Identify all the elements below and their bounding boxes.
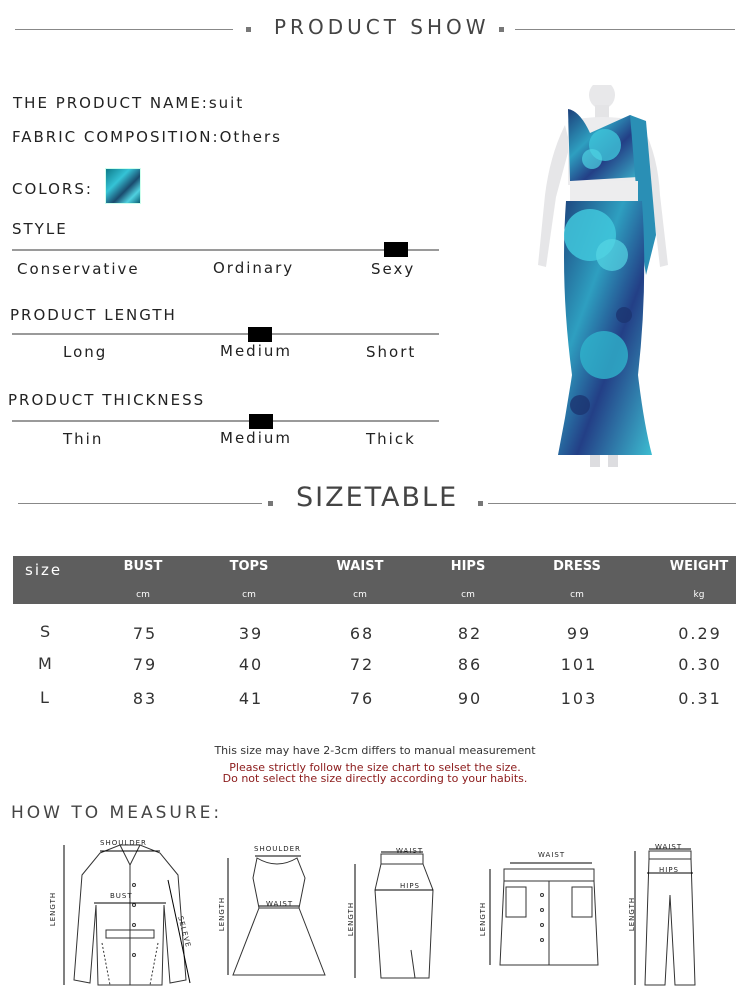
unit-bust: cm	[136, 590, 150, 600]
thickness-option-thick: Thick	[366, 430, 416, 448]
col-weight: WEIGHT	[669, 559, 729, 574]
jacket-sleeve-label: SELEVE	[176, 915, 193, 949]
cell-l-dress: 103	[560, 689, 598, 708]
unit-tops: cm	[242, 590, 256, 600]
cell-l-tops: 41	[238, 689, 264, 708]
col-tops: TOPS	[229, 559, 269, 574]
length-option-short: Short	[366, 343, 417, 361]
col-dress: DRESS	[553, 559, 601, 574]
row-size-m: M	[38, 654, 52, 673]
style-scale-track	[12, 249, 439, 251]
style-scale-marker	[384, 242, 408, 257]
cell-s-dress: 99	[566, 624, 592, 643]
length-scale-marker	[248, 327, 272, 342]
pants-waist-label: WAIST	[655, 843, 683, 851]
sizetable-divider-left	[18, 503, 262, 504]
product-photo	[520, 85, 690, 470]
jacket-diagram	[50, 835, 200, 995]
colors-label: COLORS:	[12, 180, 93, 198]
sizetable-square-left	[268, 501, 273, 506]
cell-s-weight: 0.29	[678, 624, 722, 643]
col-waist: WAIST	[336, 559, 384, 574]
col-bust: BUST	[123, 559, 163, 574]
col-hips: HIPS	[450, 559, 486, 574]
jacket-bust-label: BUST	[110, 892, 133, 900]
unit-weight: kg	[693, 590, 705, 600]
row-size-s: S	[40, 622, 51, 641]
row-size-l: L	[40, 688, 49, 707]
cell-m-dress: 101	[560, 655, 598, 674]
skirt-waist-label: WAIST	[396, 847, 424, 855]
cell-m-hips: 86	[457, 655, 483, 674]
unit-dress: cm	[570, 590, 584, 600]
pants-length-label: LENGTH	[628, 896, 637, 932]
cell-m-weight: 0.30	[678, 655, 722, 674]
header-square-left	[246, 27, 251, 32]
length-option-long: Long	[63, 343, 108, 361]
dress-diagram	[225, 850, 335, 985]
header-divider-left	[15, 29, 233, 30]
style-option-ordinary: Ordinary	[213, 259, 295, 277]
cell-s-hips: 82	[457, 624, 483, 643]
cell-s-waist: 68	[349, 624, 375, 643]
skirt-length-label: LENGTH	[347, 901, 356, 937]
how-to-measure-title: HOW TO MEASURE:	[11, 803, 223, 823]
style-title: STYLE	[12, 220, 68, 238]
thickness-option-medium: Medium	[220, 429, 292, 447]
jacket-shoulder-label: SHOULDER	[100, 839, 147, 847]
cell-l-hips: 90	[457, 689, 483, 708]
skirt-diagram	[345, 850, 445, 985]
fabric-composition: FABRIC COMPOSITION:Others	[12, 128, 282, 146]
size-column-header: size	[25, 561, 63, 579]
cell-s-tops: 39	[238, 624, 264, 643]
thickness-title: PRODUCT THICKNESS	[8, 391, 206, 409]
unit-hips: cm	[461, 590, 475, 600]
cell-l-bust: 83	[132, 689, 158, 708]
shorts-waist-label: WAIST	[538, 851, 566, 859]
note-measurement-diff: This size may have 2-3cm differs to manual measurement	[214, 744, 536, 757]
shorts-diagram	[480, 855, 610, 975]
dress-length-label: LENGTH	[218, 896, 227, 932]
cell-m-tops: 40	[238, 655, 264, 674]
pants-hips-label: HIPS	[659, 866, 679, 874]
note-do-not-select: Do not select the size directly according to your habits.	[222, 772, 528, 785]
skirt-hips-label: HIPS	[400, 882, 420, 890]
style-option-sexy: Sexy	[371, 260, 416, 278]
product-name: THE PRODUCT NAME:suit	[13, 94, 245, 112]
length-option-medium: Medium	[220, 342, 292, 360]
header-square-right	[499, 27, 504, 32]
length-title: PRODUCT LENGTH	[10, 306, 177, 324]
color-swatch-blue[interactable]	[105, 168, 141, 204]
thickness-option-thin: Thin	[63, 430, 104, 448]
dress-shoulder-label: SHOULDER	[254, 845, 301, 853]
thickness-scale-marker	[249, 414, 273, 429]
sizetable-divider-right	[488, 503, 736, 504]
length-scale-track	[12, 333, 439, 335]
header-divider-right	[515, 29, 735, 30]
sizetable-square-right	[478, 501, 483, 506]
sizetable-title: SIZETABLE	[296, 482, 459, 513]
unit-waist: cm	[353, 590, 367, 600]
cell-l-weight: 0.31	[678, 689, 722, 708]
dress-waist-label: WAIST	[266, 900, 294, 908]
thickness-scale-track	[12, 420, 439, 422]
cell-m-bust: 79	[132, 655, 158, 674]
cell-s-bust: 75	[132, 624, 158, 643]
style-option-conservative: Conservative	[17, 260, 140, 278]
product-show-title: PRODUCT SHOW	[274, 15, 490, 39]
cell-m-waist: 72	[349, 655, 375, 674]
cell-l-waist: 76	[349, 689, 375, 708]
note-follow-chart: Please strictly follow the size chart to selset the size.	[229, 761, 521, 774]
shorts-length-label: LENGTH	[479, 901, 488, 937]
jacket-length-label: LENGTH	[49, 891, 58, 927]
